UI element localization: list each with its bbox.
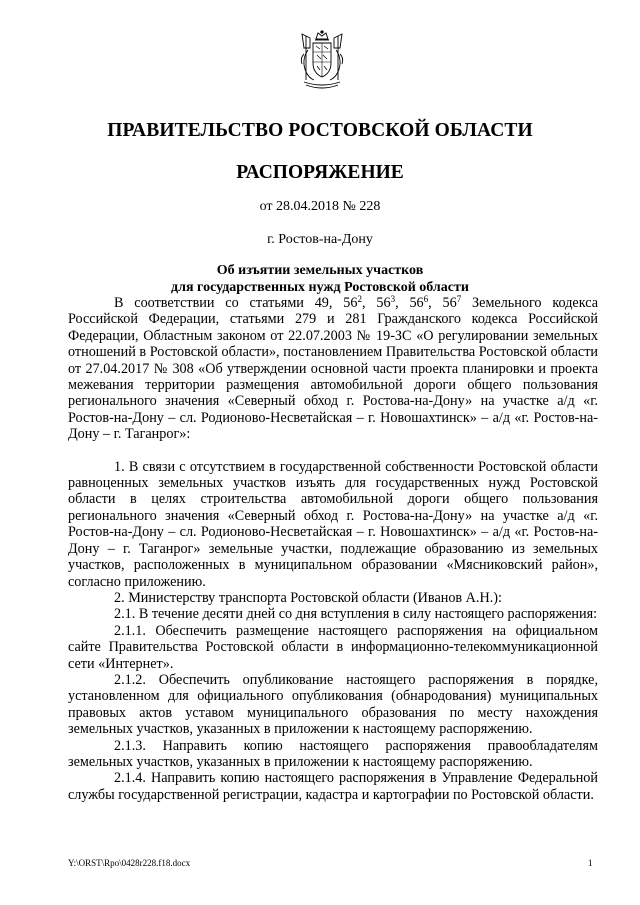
article-superscript: 6 [423, 294, 429, 304]
article-superscript: 7 [456, 294, 462, 304]
article-superscript: 2 [357, 294, 362, 304]
organization-title: ПРАВИТЕЛЬСТВО РОСТОВСКОЙ ОБЛАСТИ [107, 120, 533, 141]
paragraph-gap [68, 443, 598, 459]
order-item-paragraph: 2.1. В течение десяти дней со дня вступления в силу настоящего распоряжения: [114, 606, 598, 623]
preamble-text: , 56 [395, 295, 424, 311]
subject-line: Об изъятии земельных участков [216, 263, 424, 278]
rostov-oblast-coat-of-arms-emblem [296, 30, 348, 92]
footer-file-path: Y:\ORST\Rpo\0428r228.f18.docx [68, 858, 191, 868]
preamble-text: , 56 [428, 295, 457, 311]
order-item-paragraph: 2. Министерству транспорта Ростовской области (Иванов А.Н.): [114, 589, 502, 606]
preamble-text: Земельного кодекса Российской Федерации, статьями 279 и 281 Гражданского кодекса Российской Федерации, Областным законом от 22.07.2003 № 19-ЗС «О регулировании земельных отношений в Ростовской области», постановлением Правительства Ростовской области от 27.04.2017 № 308 «Об утверждении основной части проекта планировки и проекта межевания территории размещения автомобильной дороги общего пользования регионального значения «Северный обход г. Ростова-на-Дону» на участке а/д «г. Ростов-на-Дону – сл. Родионово-Несветайская – г. Новошахтинск» – а/д «г. Ростов-на-Дону – г. Таганрог»: [68, 295, 599, 443]
document-type-title: РАСПОРЯЖЕНИЕ [236, 162, 404, 183]
order-item-paragraph: 2.1.3. Направить копию настоящего распоряжения правообладателям земельных участков, указанных в приложении к настоящему распоряжению. [68, 737, 598, 770]
document-body [68, 295, 598, 803]
document-date-number: от 28.04.2018 № 228 [259, 199, 381, 214]
order-item-paragraph: 2.1.2. Обеспечить опубликование настоящего распоряжения в порядке, установленном для официального опубликования (обнародования) муниципальных правовых актов уставом муниципального образования по месту нахождения земельных участков, указанных в приложении к настоящему распоряжению. [68, 671, 598, 738]
order-item-paragraph: 2.1.4. Направить копию настоящего распоряжения в Управление Федеральной службы государственной регистрации, кадастра и картографии по Ростовской области. [68, 770, 598, 803]
article-superscript: 3 [390, 294, 396, 304]
order-item-paragraph: 2.1.1. Обеспечить размещение настоящего распоряжения на официальном сайте Правительства Ростовской области в информационно-телекоммуникационной сети «Интернет». [68, 622, 598, 672]
document-place: г. Ростов-на-Дону [267, 232, 373, 247]
document-subject [0, 263, 640, 296]
subject-line: для государственных нужд Ростовской области [171, 279, 469, 295]
preamble-paragraph [68, 295, 598, 443]
preamble-text: В соответствии со статьями 49, 56 [114, 295, 358, 311]
order-item-paragraph: 1. В связи с отсутствием в государственной собственности Ростовской области равноценных земельных участков изъять для государственных нужд Ростовской области в целях строительства автомобильной дороги общего пользования регионального значения «Северный обход г. Ростова-на-Дону» на участке а/д «г. Ростов-на-Дону – сл. Родионово-Несветайская – г. Новошахтинск» – а/д «г. Ростов-на-Дону – г. Таганрог» земельные участки, подлежащие образованию из земельных участков, расположенных в муниципальном образовании «Мясниковский район», согласно приложению. [68, 458, 598, 590]
preamble-text: , 56 [361, 295, 391, 311]
footer-page-number: 1 [588, 858, 593, 868]
